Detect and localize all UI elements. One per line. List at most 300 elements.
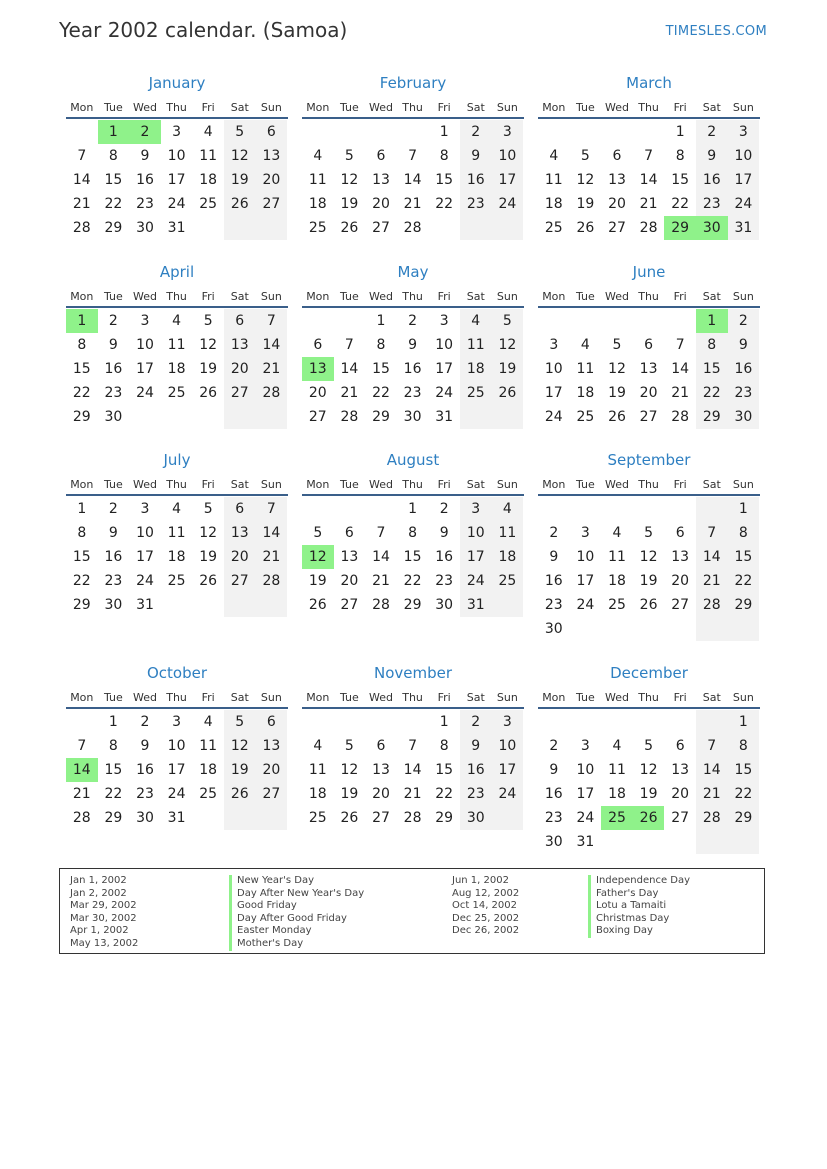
day-cell[interactable]: 2	[696, 120, 728, 144]
day-cell[interactable]: 17	[167, 762, 186, 778]
day-cell[interactable]: 12	[576, 172, 595, 188]
day-cell[interactable]: 12	[199, 525, 218, 541]
day-cell[interactable]: 16	[104, 549, 123, 565]
day-cell[interactable]: 29	[372, 409, 390, 425]
day-cell[interactable]: 10	[492, 144, 524, 168]
day-cell[interactable]: 2	[439, 501, 449, 517]
day-cell[interactable]: 9	[728, 333, 760, 357]
day-cell[interactable]: 25	[576, 409, 595, 425]
day-cell[interactable]: 19	[340, 196, 359, 212]
day-cell[interactable]: 17	[492, 758, 524, 782]
day-cell[interactable]: 21	[72, 196, 91, 212]
day-cell[interactable]: 30	[136, 220, 154, 236]
day-cell[interactable]: 31	[136, 597, 154, 613]
day-cell[interactable]: 3	[172, 124, 182, 140]
day-cell[interactable]: 4	[492, 497, 524, 521]
day-cell[interactable]: 12	[639, 549, 658, 565]
day-cell[interactable]: 9	[549, 762, 559, 778]
day-cell[interactable]: 25	[492, 569, 524, 593]
day-cell[interactable]: 4	[460, 309, 492, 333]
day-cell[interactable]: 18	[199, 762, 218, 778]
day-cell[interactable]: 6	[224, 309, 256, 333]
day-cell[interactable]: 3	[492, 120, 524, 144]
day-cell[interactable]: 21	[403, 196, 422, 212]
day-cell[interactable]: 9	[408, 337, 418, 353]
day-cell[interactable]: 15	[696, 357, 728, 381]
day-cell[interactable]: 27	[372, 220, 390, 236]
day-cell[interactable]: 1	[408, 501, 418, 517]
day-cell[interactable]: 6	[256, 120, 288, 144]
day-cell[interactable]: 8	[408, 525, 418, 541]
day-cell[interactable]: 18	[199, 172, 218, 188]
day-cell[interactable]: 2	[728, 309, 760, 333]
day-cell[interactable]: 26	[633, 806, 665, 830]
day-cell[interactable]: 31	[728, 216, 760, 240]
day-cell[interactable]: 18	[460, 357, 492, 381]
day-cell[interactable]: 6	[224, 497, 256, 521]
day-cell[interactable]: 28	[340, 409, 359, 425]
day-cell[interactable]: 11	[608, 549, 626, 565]
day-cell[interactable]: 4	[612, 525, 622, 541]
day-cell[interactable]: 30	[136, 810, 154, 826]
day-cell[interactable]: 23	[460, 782, 492, 806]
day-cell[interactable]: 10	[728, 144, 760, 168]
day-cell[interactable]: 17	[435, 361, 454, 377]
day-cell[interactable]: 20	[671, 573, 690, 589]
day-cell[interactable]: 12	[492, 333, 524, 357]
day-cell[interactable]: 7	[408, 738, 418, 754]
day-cell[interactable]: 16	[544, 786, 563, 802]
day-cell[interactable]: 4	[172, 501, 182, 517]
day-cell[interactable]: 31	[435, 409, 454, 425]
day-cell[interactable]: 20	[608, 196, 626, 212]
day-cell[interactable]: 14	[696, 545, 728, 569]
day-cell[interactable]: 22	[696, 381, 728, 405]
day-cell[interactable]: 5	[203, 313, 213, 329]
day-cell[interactable]: 7	[256, 309, 288, 333]
day-cell[interactable]: 18	[492, 545, 524, 569]
day-cell[interactable]: 10	[544, 361, 563, 377]
day-cell[interactable]: 16	[403, 361, 422, 377]
day-cell[interactable]: 10	[167, 148, 186, 164]
day-cell[interactable]: 5	[344, 738, 354, 754]
day-cell[interactable]: 9	[460, 144, 492, 168]
day-cell[interactable]: 24	[435, 385, 454, 401]
day-cell[interactable]: 22	[104, 786, 123, 802]
day-cell[interactable]: 28	[696, 806, 728, 830]
day-cell[interactable]: 21	[372, 573, 390, 589]
day-cell[interactable]: 9	[696, 144, 728, 168]
day-cell[interactable]: 8	[77, 525, 87, 541]
day-cell[interactable]: 17	[136, 361, 154, 377]
day-cell[interactable]: 10	[435, 337, 454, 353]
day-cell[interactable]: 26	[199, 573, 218, 589]
day-cell[interactable]: 28	[372, 597, 390, 613]
day-cell[interactable]: 16	[104, 361, 123, 377]
day-cell[interactable]: 27	[671, 597, 690, 613]
day-cell[interactable]: 5	[580, 148, 590, 164]
day-cell[interactable]: 20	[224, 545, 256, 569]
day-cell[interactable]: 6	[376, 148, 386, 164]
day-cell[interactable]: 24	[167, 196, 186, 212]
day-cell[interactable]: 1	[728, 710, 760, 734]
day-cell[interactable]: 24	[492, 192, 524, 216]
day-cell[interactable]: 9	[439, 525, 449, 541]
day-cell[interactable]: 17	[460, 545, 492, 569]
day-cell[interactable]: 8	[108, 738, 118, 754]
day-cell[interactable]: 14	[72, 172, 91, 188]
day-cell[interactable]: 11	[608, 762, 626, 778]
day-cell[interactable]: 5	[644, 738, 654, 754]
day-cell[interactable]: 20	[671, 786, 690, 802]
day-cell[interactable]: 15	[72, 549, 91, 565]
day-cell[interactable]: 12	[639, 762, 658, 778]
day-cell[interactable]: 20	[372, 786, 390, 802]
day-cell[interactable]: 14	[340, 361, 359, 377]
day-cell[interactable]: 11	[308, 172, 327, 188]
day-cell[interactable]: 19	[224, 758, 256, 782]
day-cell[interactable]: 22	[728, 569, 760, 593]
day-cell[interactable]: 9	[108, 525, 118, 541]
day-cell[interactable]: 23	[403, 385, 422, 401]
day-cell[interactable]: 27	[639, 409, 658, 425]
day-cell[interactable]: 30	[104, 597, 123, 613]
day-cell[interactable]: 6	[612, 148, 622, 164]
day-cell[interactable]: 29	[72, 597, 91, 613]
day-cell[interactable]: 15	[728, 758, 760, 782]
day-cell[interactable]: 2	[108, 501, 118, 517]
day-cell[interactable]: 2	[549, 738, 559, 754]
day-cell[interactable]: 2	[140, 714, 150, 730]
day-cell[interactable]: 26	[608, 409, 626, 425]
day-cell[interactable]: 6	[344, 525, 354, 541]
day-cell[interactable]: 9	[108, 337, 118, 353]
day-cell[interactable]: 27	[372, 810, 390, 826]
day-cell[interactable]: 1	[439, 714, 449, 730]
day-cell[interactable]: 9	[140, 148, 150, 164]
day-cell[interactable]: 5	[344, 148, 354, 164]
day-cell[interactable]: 15	[728, 545, 760, 569]
day-cell[interactable]: 8	[439, 148, 449, 164]
day-cell[interactable]: 22	[104, 196, 123, 212]
day-cell[interactable]: 8	[77, 337, 87, 353]
day-cell[interactable]: 2	[460, 710, 492, 734]
day-cell[interactable]: 19	[308, 573, 327, 589]
day-cell[interactable]: 13	[372, 762, 390, 778]
day-cell[interactable]: 12	[224, 144, 256, 168]
day-cell[interactable]: 22	[728, 782, 760, 806]
day-cell[interactable]: 25	[199, 196, 218, 212]
day-cell[interactable]: 4	[549, 148, 559, 164]
day-cell[interactable]: 9	[140, 738, 150, 754]
day-cell[interactable]: 19	[199, 549, 218, 565]
day-cell[interactable]: 18	[544, 196, 563, 212]
day-cell[interactable]: 19	[199, 361, 218, 377]
day-cell[interactable]: 16	[460, 758, 492, 782]
day-cell[interactable]: 17	[576, 786, 595, 802]
day-cell[interactable]: 30	[104, 409, 123, 425]
day-cell[interactable]: 29	[104, 810, 123, 826]
day-cell[interactable]: 24	[167, 786, 186, 802]
day-cell[interactable]: 3	[492, 710, 524, 734]
day-cell[interactable]: 12	[340, 762, 359, 778]
day-cell[interactable]: 11	[167, 337, 186, 353]
day-cell[interactable]: 21	[403, 786, 422, 802]
day-cell[interactable]: 27	[256, 782, 288, 806]
day-cell[interactable]: 27	[224, 569, 256, 593]
day-cell[interactable]: 25	[608, 597, 626, 613]
day-cell[interactable]: 17	[576, 573, 595, 589]
day-cell[interactable]: 13	[340, 549, 359, 565]
day-cell[interactable]: 14	[639, 172, 658, 188]
day-cell[interactable]: 15	[72, 361, 91, 377]
day-cell[interactable]: 5	[203, 501, 213, 517]
day-cell[interactable]: 30	[728, 405, 760, 429]
day-cell[interactable]: 20	[372, 196, 390, 212]
day-cell[interactable]: 23	[136, 786, 154, 802]
day-cell[interactable]: 16	[136, 762, 154, 778]
day-cell[interactable]: 6	[675, 525, 685, 541]
day-cell[interactable]: 18	[576, 385, 595, 401]
day-cell[interactable]: 8	[728, 734, 760, 758]
day-cell[interactable]: 11	[492, 521, 524, 545]
day-cell[interactable]: 5	[224, 120, 256, 144]
day-cell[interactable]: 3	[140, 313, 150, 329]
day-cell[interactable]: 22	[403, 573, 422, 589]
day-cell[interactable]: 16	[728, 357, 760, 381]
day-cell[interactable]: 19	[492, 357, 524, 381]
day-cell[interactable]: 12	[340, 172, 359, 188]
day-cell[interactable]: 18	[167, 549, 186, 565]
day-cell[interactable]: 27	[224, 381, 256, 405]
day-cell[interactable]: 1	[728, 497, 760, 521]
day-cell[interactable]: 24	[728, 192, 760, 216]
day-cell[interactable]: 14	[66, 758, 98, 782]
day-cell[interactable]: 11	[544, 172, 563, 188]
day-cell[interactable]: 3	[439, 313, 449, 329]
day-cell[interactable]: 15	[671, 172, 690, 188]
day-cell[interactable]: 1	[98, 120, 130, 144]
day-cell[interactable]: 28	[639, 220, 658, 236]
day-cell[interactable]: 12	[199, 337, 218, 353]
day-cell[interactable]: 26	[340, 220, 359, 236]
day-cell[interactable]: 25	[199, 786, 218, 802]
day-cell[interactable]: 13	[302, 357, 334, 381]
day-cell[interactable]: 1	[108, 714, 118, 730]
day-cell[interactable]: 19	[576, 196, 595, 212]
day-cell[interactable]: 20	[224, 357, 256, 381]
day-cell[interactable]: 15	[372, 361, 390, 377]
day-cell[interactable]: 27	[308, 409, 327, 425]
day-cell[interactable]: 9	[460, 734, 492, 758]
day-cell[interactable]: 11	[167, 525, 186, 541]
day-cell[interactable]: 22	[435, 786, 454, 802]
day-cell[interactable]: 21	[639, 196, 658, 212]
day-cell[interactable]: 12	[608, 361, 626, 377]
day-cell[interactable]: 16	[435, 549, 454, 565]
day-cell[interactable]: 21	[696, 569, 728, 593]
day-cell[interactable]: 17	[728, 168, 760, 192]
day-cell[interactable]: 21	[72, 786, 91, 802]
day-cell[interactable]: 7	[696, 734, 728, 758]
day-cell[interactable]: 29	[72, 409, 91, 425]
day-cell[interactable]: 10	[136, 337, 154, 353]
day-cell[interactable]: 19	[224, 168, 256, 192]
day-cell[interactable]: 4	[612, 738, 622, 754]
day-cell[interactable]: 23	[104, 385, 123, 401]
day-cell[interactable]: 19	[340, 786, 359, 802]
day-cell[interactable]: 8	[108, 148, 118, 164]
day-cell[interactable]: 11	[576, 361, 595, 377]
day-cell[interactable]: 24	[576, 810, 595, 826]
day-cell[interactable]: 10	[576, 549, 595, 565]
day-cell[interactable]: 28	[72, 220, 91, 236]
day-cell[interactable]: 14	[372, 549, 390, 565]
day-cell[interactable]: 11	[199, 738, 218, 754]
day-cell[interactable]: 25	[167, 573, 186, 589]
day-cell[interactable]: 29	[696, 405, 728, 429]
day-cell[interactable]: 5	[644, 525, 654, 541]
day-cell[interactable]: 1	[77, 501, 87, 517]
day-cell[interactable]: 28	[256, 569, 288, 593]
day-cell[interactable]: 16	[136, 172, 154, 188]
day-cell[interactable]: 6	[376, 738, 386, 754]
day-cell[interactable]: 26	[224, 782, 256, 806]
day-cell[interactable]: 4	[203, 124, 213, 140]
day-cell[interactable]: 23	[696, 192, 728, 216]
day-cell[interactable]: 25	[601, 806, 633, 830]
day-cell[interactable]: 30	[544, 834, 563, 850]
day-cell[interactable]: 13	[224, 333, 256, 357]
day-cell[interactable]: 24	[136, 385, 154, 401]
day-cell[interactable]: 22	[435, 196, 454, 212]
day-cell[interactable]: 25	[308, 810, 327, 826]
day-cell[interactable]: 8	[376, 337, 386, 353]
day-cell[interactable]: 28	[671, 409, 690, 425]
day-cell[interactable]: 13	[224, 521, 256, 545]
day-cell[interactable]: 29	[104, 220, 123, 236]
day-cell[interactable]: 15	[435, 762, 454, 778]
day-cell[interactable]: 8	[696, 333, 728, 357]
day-cell[interactable]: 31	[167, 810, 186, 826]
day-cell[interactable]: 24	[576, 597, 595, 613]
day-cell[interactable]: 30	[544, 621, 563, 637]
day-cell[interactable]: 20	[256, 168, 288, 192]
day-cell[interactable]: 3	[549, 337, 559, 353]
day-cell[interactable]: 7	[77, 148, 87, 164]
day-cell[interactable]: 28	[256, 381, 288, 405]
day-cell[interactable]: 18	[608, 573, 626, 589]
day-cell[interactable]: 13	[671, 549, 690, 565]
day-cell[interactable]: 25	[544, 220, 563, 236]
day-cell[interactable]: 23	[544, 810, 563, 826]
day-cell[interactable]: 29	[728, 593, 760, 617]
day-cell[interactable]: 29	[403, 597, 422, 613]
day-cell[interactable]: 14	[696, 758, 728, 782]
day-cell[interactable]: 21	[671, 385, 690, 401]
day-cell[interactable]: 7	[644, 148, 654, 164]
day-cell[interactable]: 28	[72, 810, 91, 826]
day-cell[interactable]: 18	[308, 196, 327, 212]
day-cell[interactable]: 10	[460, 521, 492, 545]
day-cell[interactable]: 7	[408, 148, 418, 164]
day-cell[interactable]: 10	[136, 525, 154, 541]
day-cell[interactable]: 24	[492, 782, 524, 806]
day-cell[interactable]: 26	[576, 220, 595, 236]
day-cell[interactable]: 22	[671, 196, 690, 212]
day-cell[interactable]: 27	[256, 192, 288, 216]
day-cell[interactable]: 7	[344, 337, 354, 353]
day-cell[interactable]: 1	[66, 309, 98, 333]
day-cell[interactable]: 19	[639, 786, 658, 802]
day-cell[interactable]: 22	[72, 573, 91, 589]
day-cell[interactable]: 31	[167, 220, 186, 236]
day-cell[interactable]: 10	[576, 762, 595, 778]
day-cell[interactable]: 5	[224, 710, 256, 734]
day-cell[interactable]: 19	[608, 385, 626, 401]
day-cell[interactable]: 10	[167, 738, 186, 754]
day-cell[interactable]: 16	[696, 168, 728, 192]
day-cell[interactable]: 26	[639, 597, 658, 613]
day-cell[interactable]: 2	[549, 525, 559, 541]
day-cell[interactable]: 15	[403, 549, 422, 565]
day-cell[interactable]: 20	[639, 385, 658, 401]
day-cell[interactable]: 1	[376, 313, 386, 329]
day-cell[interactable]: 4	[172, 313, 182, 329]
day-cell[interactable]: 17	[136, 549, 154, 565]
day-cell[interactable]: 23	[435, 573, 454, 589]
day-cell[interactable]: 30	[435, 597, 454, 613]
day-cell[interactable]: 4	[203, 714, 213, 730]
day-cell[interactable]: 8	[728, 521, 760, 545]
day-cell[interactable]: 17	[167, 172, 186, 188]
day-cell[interactable]: 15	[435, 172, 454, 188]
day-cell[interactable]: 1	[675, 124, 685, 140]
day-cell[interactable]: 21	[696, 782, 728, 806]
day-cell[interactable]: 23	[104, 573, 123, 589]
day-cell[interactable]: 30	[460, 806, 492, 830]
day-cell[interactable]: 7	[675, 337, 685, 353]
day-cell[interactable]: 25	[308, 220, 327, 236]
day-cell[interactable]: 30	[696, 216, 728, 240]
day-cell[interactable]: 28	[403, 220, 422, 236]
day-cell[interactable]: 13	[639, 361, 658, 377]
day-cell[interactable]: 28	[696, 593, 728, 617]
day-cell[interactable]: 3	[460, 497, 492, 521]
day-cell[interactable]: 18	[167, 361, 186, 377]
day-cell[interactable]: 26	[224, 192, 256, 216]
day-cell[interactable]: 5	[492, 309, 524, 333]
day-cell[interactable]: 2	[408, 313, 418, 329]
day-cell[interactable]: 12	[302, 545, 334, 569]
day-cell[interactable]: 2	[460, 120, 492, 144]
day-cell[interactable]: 5	[313, 525, 323, 541]
day-cell[interactable]: 6	[313, 337, 323, 353]
day-cell[interactable]: 14	[671, 361, 690, 377]
day-cell[interactable]: 14	[256, 333, 288, 357]
day-cell[interactable]: 4	[313, 148, 323, 164]
day-cell[interactable]: 11	[308, 762, 327, 778]
day-cell[interactable]: 13	[608, 172, 626, 188]
day-cell[interactable]: 27	[340, 597, 359, 613]
day-cell[interactable]: 14	[403, 762, 422, 778]
day-cell[interactable]: 2	[129, 120, 161, 144]
day-cell[interactable]: 3	[728, 120, 760, 144]
day-cell[interactable]: 15	[104, 172, 123, 188]
day-cell[interactable]: 7	[77, 738, 87, 754]
day-cell[interactable]: 23	[460, 192, 492, 216]
day-cell[interactable]: 20	[308, 385, 327, 401]
